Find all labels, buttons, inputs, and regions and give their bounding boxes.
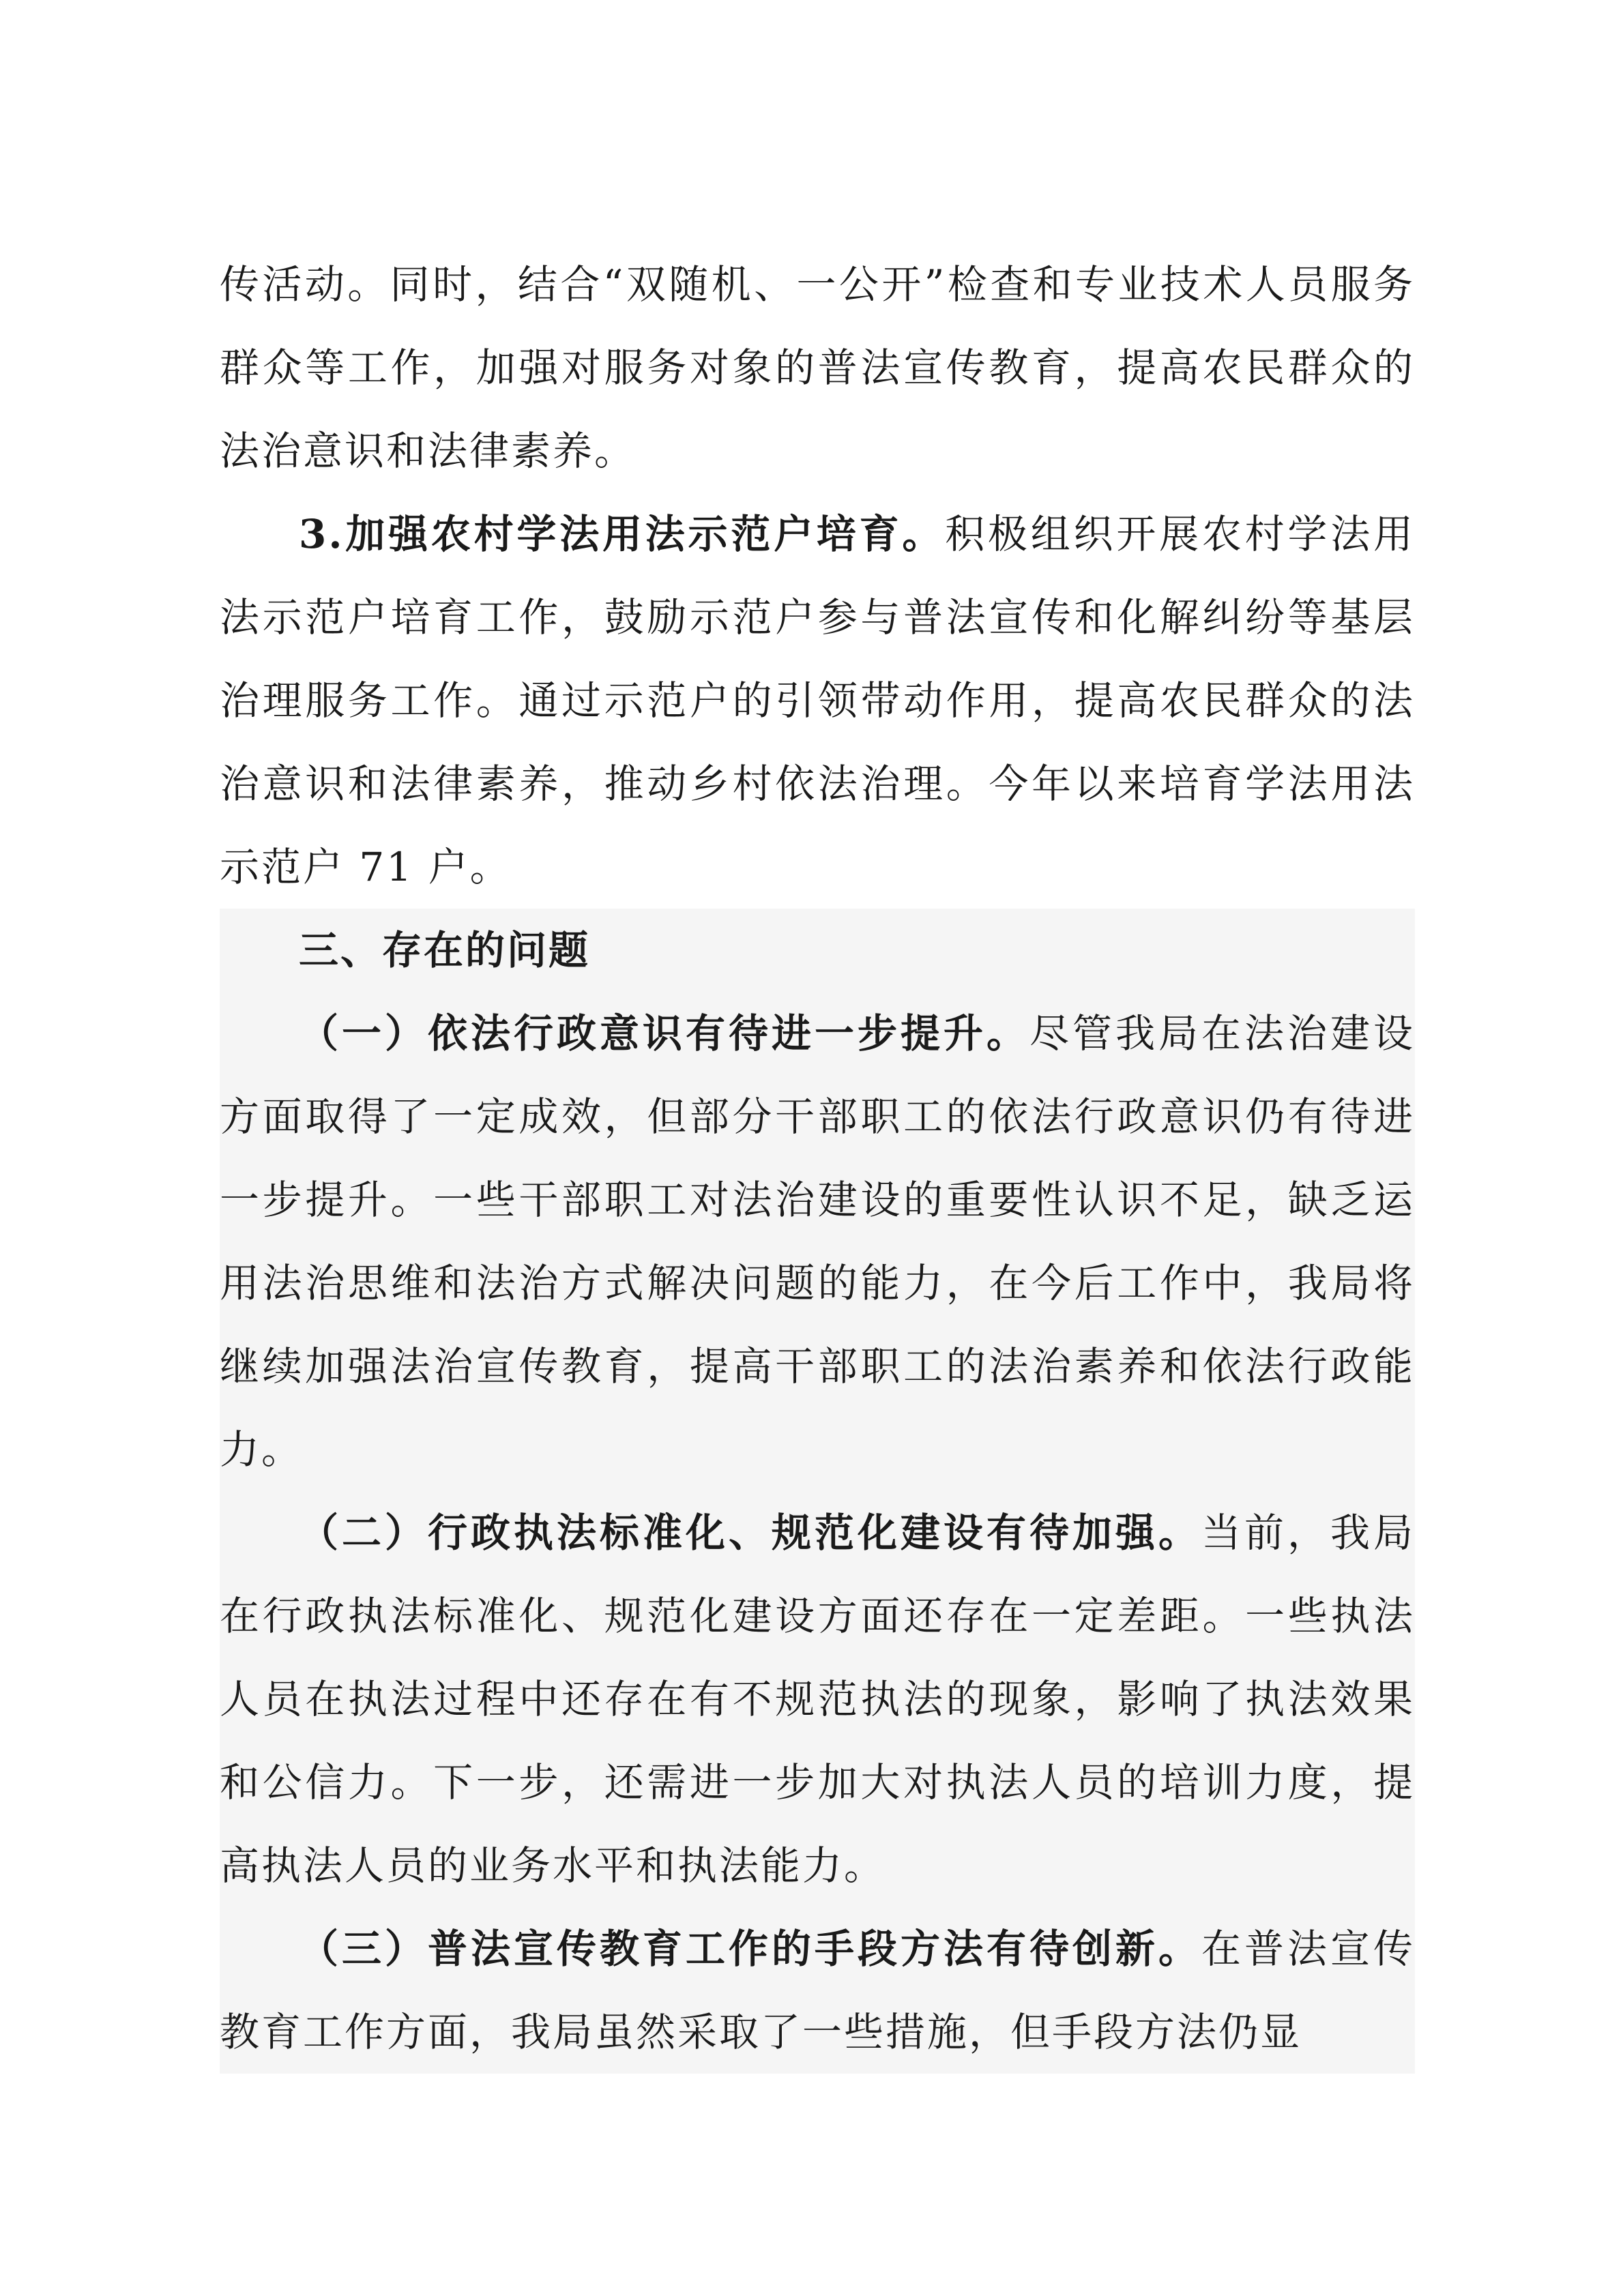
document-body (220, 243, 1415, 2074)
item-3-body: 积极组织开展农村学法用法示范户培育工作，鼓励示范户参与普法宣传和化解纠纷等基层治理服务工作。通过示范户的引领带动作用，提高农民群众的法治意识和法律素养，推动乡村依法治理。今年以来培育学法用法示范户 71 户。 (220, 511, 1415, 890)
problem-2-lead: （二）行政执法标准化、规范化建设有待加强。 (299, 1510, 1201, 1556)
paragraph-continuation: 传活动。同时，结合“双随机、一公开”检查和专业技术人员服务群众等工作，加强对服务对象的普法宣传教育，提高农民群众的法治意识和法律素养。 (220, 261, 1415, 474)
paragraph-problem-2 (220, 1491, 1415, 1907)
item-3-lead: 3.加强农村学法用法示范户培育。 (299, 511, 946, 557)
problem-1-body: 尽管我局在法治建设方面取得了一定成效，但部分干部职工的依法行政意识仍有待进一步提升。一些干部职工对法治建设的重要性认识不足，缺乏运用法治思维和法治方式解决问题的能力，在今后工作中，我局将继续加强法治宣传教育，提高干部职工的法治素养和依法行政能力。 (220, 1010, 1415, 1473)
paragraph-problem-1 (220, 992, 1415, 1491)
problem-1-lead: （一）依法行政意识有待进一步提升。 (299, 1010, 1029, 1057)
problem-3-lead: （三）普法宣传教育工作的手段方法有待创新。 (299, 1926, 1201, 1972)
problem-2-body: 当前，我局在行政执法标准化、规范化建设方面还存在一定差距。一些执法人员在执法过程中还存在有不规范执法的现象，影响了执法效果和公信力。下一步，还需进一步加大对执法人员的培训力度，提高执法人员的业务水平和执法能力。 (220, 1510, 1415, 1889)
paragraph-problem-3 (220, 1907, 1415, 2074)
paragraph-item-3 (220, 492, 1415, 909)
section-3-heading: 三、存在的问题 (220, 909, 1415, 992)
problem-3-body: 在普法宣传教育工作方面，我局虽然采取了一些措施，但手段方法仍显 (220, 1926, 1415, 2055)
